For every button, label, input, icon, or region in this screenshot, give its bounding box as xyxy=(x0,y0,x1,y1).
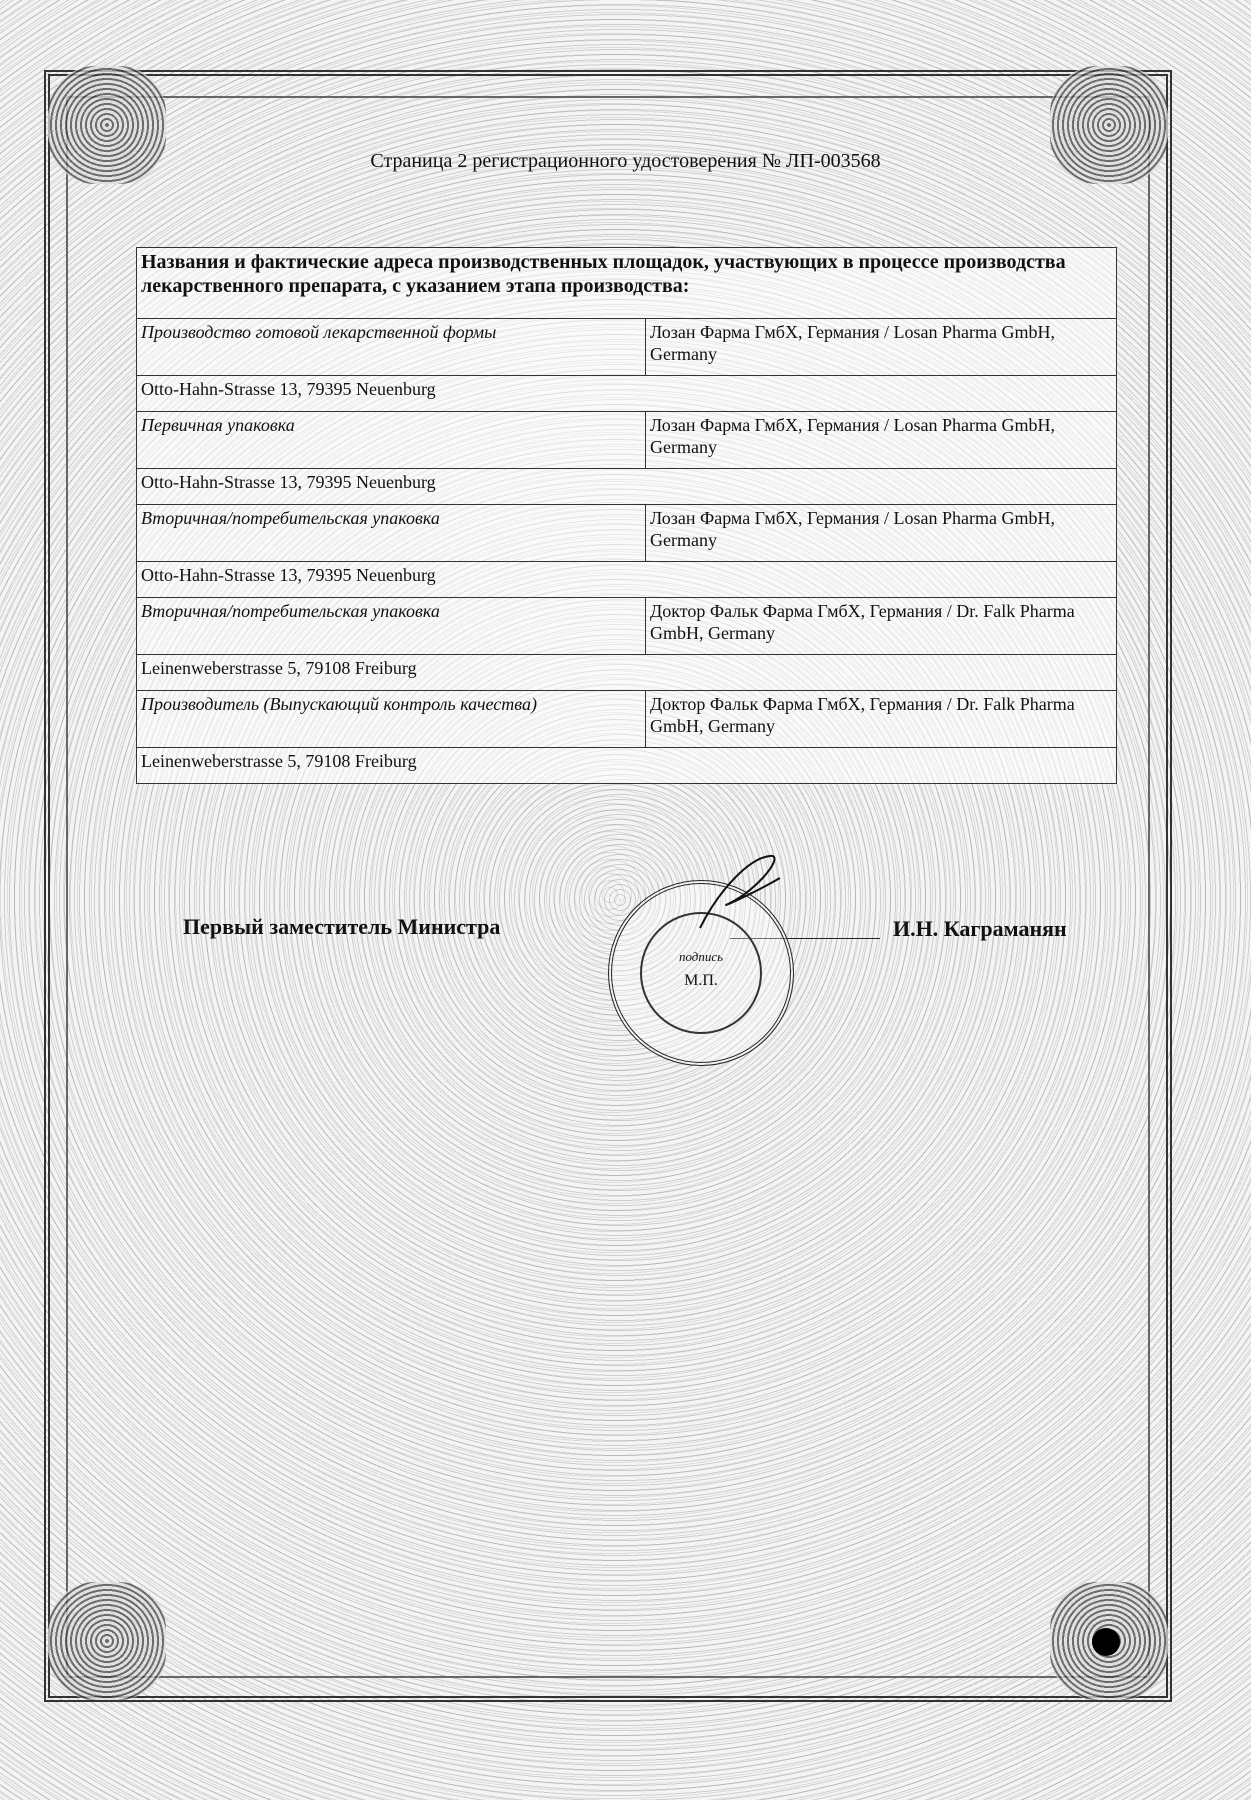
page-header: Страница 2 регистрационного удостоверения № ЛП-003568 xyxy=(370,150,881,172)
table-heading: Названия и фактические адреса производственных площадок, участвующих в процессе производства лекарственного препарата, с указанием этапа производства: xyxy=(137,248,1117,319)
punch-hole-mark xyxy=(1092,1628,1120,1656)
address-cell: Otto-Hahn-Strasse 13, 79395 Neuenburg xyxy=(137,562,1117,598)
table-row xyxy=(137,412,1117,469)
table-row xyxy=(137,505,1117,562)
address-cell: Leinenweberstrasse 5, 79108 Freiburg xyxy=(137,655,1117,691)
table-row xyxy=(137,469,1117,505)
signatory-name: И.Н. Каграманян xyxy=(893,916,1067,941)
table-row xyxy=(137,319,1117,376)
stage-cell: Производство готовой лекарственной формы xyxy=(137,319,646,376)
address-cell: Otto-Hahn-Strasse 13, 79395 Neuenburg xyxy=(137,469,1117,505)
stage-cell: Вторичная/потребительская упаковка xyxy=(137,598,646,655)
company-cell: Доктор Фальк Фарма ГмбХ, Германия / Dr. Falk Pharma GmbH, Germany xyxy=(646,691,1117,748)
stage-cell: Производитель (Выпускающий контроль качества) xyxy=(137,691,646,748)
company-cell: Лозан Фарма ГмбХ, Германия / Losan Pharma GmbH, Germany xyxy=(646,319,1117,376)
handwritten-signature xyxy=(690,848,790,938)
company-cell: Доктор Фальк Фарма ГмбХ, Германия / Dr. Falk Pharma GmbH, Germany xyxy=(646,598,1117,655)
table-row xyxy=(137,691,1117,748)
seal-caption: подпись xyxy=(678,949,724,964)
table-header-row xyxy=(137,248,1117,319)
address-cell: Otto-Hahn-Strasse 13, 79395 Neuenburg xyxy=(137,376,1117,412)
seal-mark: М.П. xyxy=(684,972,718,989)
table-row xyxy=(137,598,1117,655)
address-cell: Leinenweberstrasse 5, 79108 Freiburg xyxy=(137,748,1117,784)
company-cell: Лозан Фарма ГмбХ, Германия / Losan Pharma GmbH, Germany xyxy=(646,412,1117,469)
table-row xyxy=(137,562,1117,598)
table-row xyxy=(137,748,1117,784)
table-row xyxy=(137,376,1117,412)
stage-cell: Первичная упаковка xyxy=(137,412,646,469)
stage-cell: Вторичная/потребительская упаковка xyxy=(137,505,646,562)
table-row xyxy=(137,655,1117,691)
signatory-title: Первый заместитель Министра xyxy=(183,914,501,939)
company-cell: Лозан Фарма ГмбХ, Германия / Losan Pharma GmbH, Germany xyxy=(646,505,1117,562)
production-sites-table xyxy=(136,247,1117,784)
corner-ornament xyxy=(48,1582,166,1700)
